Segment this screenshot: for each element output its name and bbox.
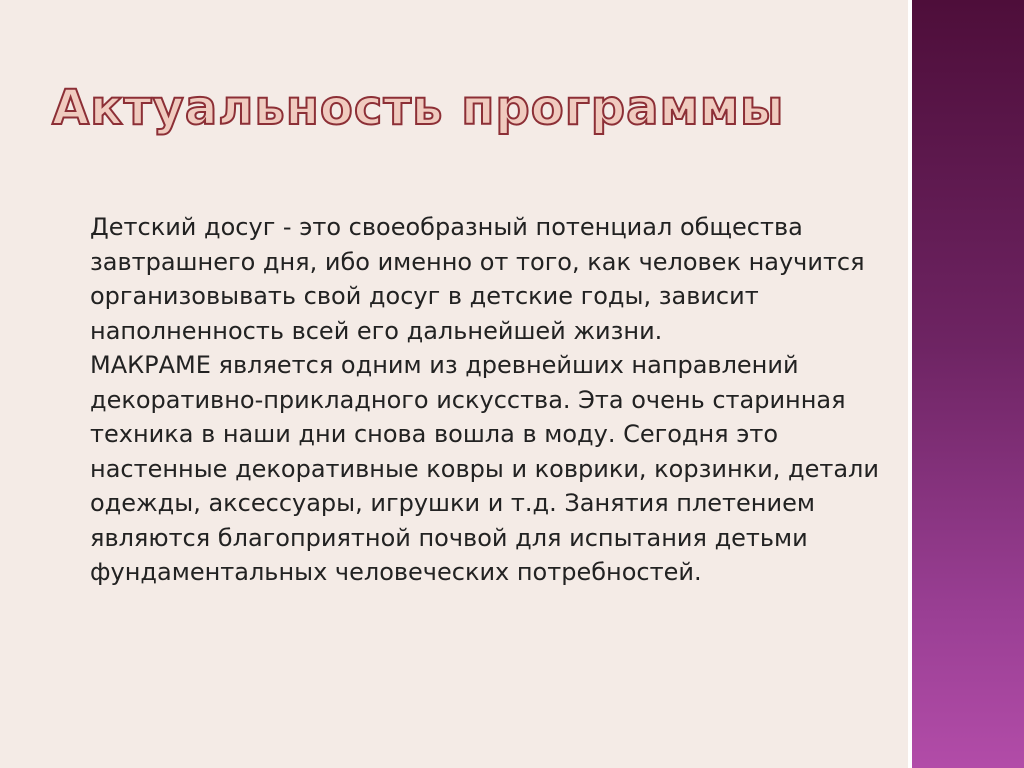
slide-body-text: Детский досуг - это своеобразный потенциал общества завтрашнего дня, ибо именно от того, как человек научится организовывать свой досуг в детские годы, зависит наполненность всей его дальнейшей жизни. МАКРАМЕ является одним из древнейших направлений декоративно-прикладного искусства. Эта очень старинная техника в наши дни снова вошла в моду. Сегодня это настенные декоративные ковры и коврики, корзинки, детали одежды, аксессуары, игрушки и т.д. Занятия плетением являются благоприятной почвой для испытания детьми фундаментальных человеческих потребностей. — [90, 213, 879, 586]
slide-title: Актуальность программы — [52, 80, 785, 136]
decorative-side-panel — [912, 0, 1024, 768]
